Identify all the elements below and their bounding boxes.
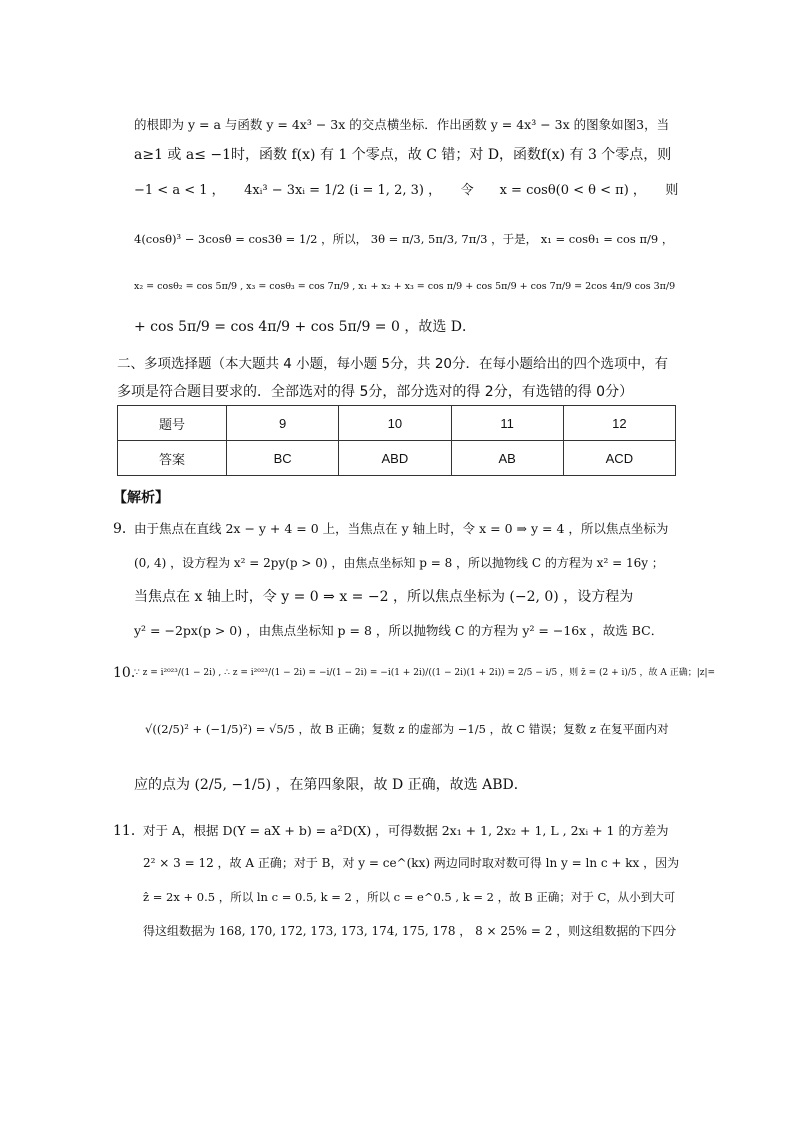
q9-line: 由于焦点在直线 2x − y + 4 = 0 上，当焦点在 y 轴上时，令 x = 0 ⇒ y = 4 ，所以焦点坐标为: [134, 521, 669, 536]
analysis-label: 【解析】: [113, 490, 169, 506]
table-cell: 12: [563, 406, 675, 441]
table-cell: BC: [227, 441, 339, 476]
table-cell: 11: [451, 406, 563, 441]
q9-line: (0, 4) ，设方程为 x² = 2py(p > 0) ，由焦点坐标知 p = 8 ，所以抛物线 C 的方程为 x² = 16y ；: [134, 556, 664, 570]
question-number: 11．: [113, 823, 145, 839]
table-row: [118, 441, 676, 476]
solution-line: 的根即为 y = a 与函数 y = 4x³ − 3x 的交点横坐标．作出函数 y = 4x³ − 3x 的图象如图3，当: [134, 117, 670, 132]
solution-line: x₂ = cosθ₂ = cos 5π/9 , x₃ = cosθ₃ = cos 7π/9 , x₁ + x₂ + x₃ = cos π/9 + cos 5π/9 + cos 7π/9 = 2cos 4π/9 cos 3π/9: [134, 281, 676, 292]
q11-line: 得这组数据为 168, 170, 172, 173, 173, 174, 175, 178 ， 8 × 25% = 2 ，则这组数据的下四分: [143, 924, 677, 938]
table-cell: 题号: [118, 406, 227, 441]
table-cell: ABD: [339, 441, 451, 476]
q10-line: √((2/5)² + (−1/5)²) = √5/5 ，故 B 正确；复数 z 的虚部为 −1/5 ，故 C 错误；复数 z 在复平面内对: [145, 722, 669, 736]
section-heading: 二、多项选择题（本大题共 4 小题，每小题 5分，共 20分．在每小题给出的四个选项中，有: [117, 356, 669, 372]
question-number: 10．: [113, 665, 145, 681]
q10-line: ∵ z = i²⁰²³/(1 − 2i) , ∴ z = i²⁰²³/(1 − 2i) = −i/(1 − 2i) = −i(1 + 2i)/((1 − 2i)(1 + 2i)) = 2/5 − i/5 ，则 z̄ = (2 + i)/5 ，故 A 正确；|z|=: [134, 668, 716, 678]
q10-line: 应的点为 (2/5, −1/5) ，在第四象限，故 D 正确，故选 ABD．: [134, 777, 528, 793]
table-cell: 9: [227, 406, 339, 441]
table-row: [118, 406, 676, 441]
question-number: 9．: [113, 521, 136, 537]
answer-table: [117, 405, 676, 476]
table-cell: ACD: [563, 441, 675, 476]
solution-line: + cos 5π/9 = cos 4π/9 + cos 5π/9 = 0 ，故选 D．: [134, 319, 477, 335]
solution-line: −1 < a < 1 ， 4xᵢ³ − 3xᵢ = 1/2 (i = 1, 2, 3) ， 令 x = cosθ(0 < θ < π) ， 则: [134, 183, 679, 198]
q11-line: ẑ = 2x + 0.5 ，所以 ln c = 0.5, k = 2 ，所以 c = e^0.5 , k = 2 ，故 B 正确；对于 C，从小到大可: [143, 890, 676, 904]
q9-line: y² = −2px(p > 0) ，由焦点坐标知 p = 8 ，所以抛物线 C 的方程为 y² = −16x ，故选 BC．: [134, 623, 664, 638]
q11-line: 对于 A，根据 D(Y = aX + b) = a²D(X) ，可得数据 2x₁ + 1, 2x₂ + 1, L , 2xᵢ + 1 的方差为: [143, 823, 669, 838]
table-cell: 10: [339, 406, 451, 441]
q11-line: 2² × 3 = 12 ，故 A 正确；对于 B，对 y = ce^(kx) 两边同时取对数可得 ln y = ln c + kx ，因为: [143, 856, 680, 870]
table-cell: 答案: [118, 441, 227, 476]
section-heading: 多项是符合题目要求的．全部选对的得 5分，部分选对的得 2分，有选错的得 0分）: [117, 384, 634, 400]
q9-line: 当焦点在 x 轴上时，令 y = 0 ⇒ x = −2 ，所以焦点坐标为 (−2, 0) ，设方程为: [134, 589, 634, 605]
solution-line: 4(cosθ)³ − 3cosθ = cos3θ = 1/2 ，所以， 3θ = π/3, 5π/3, 7π/3 ，于是， x₁ = cosθ₁ = cos π/9 ，: [134, 232, 674, 246]
table-cell: AB: [451, 441, 563, 476]
solution-line: a≥1 或 a≤ −1时，函数 f(x) 有 1 个零点，故 C 错；对 D，函数f(x) 有 3 个零点，则: [134, 147, 672, 163]
